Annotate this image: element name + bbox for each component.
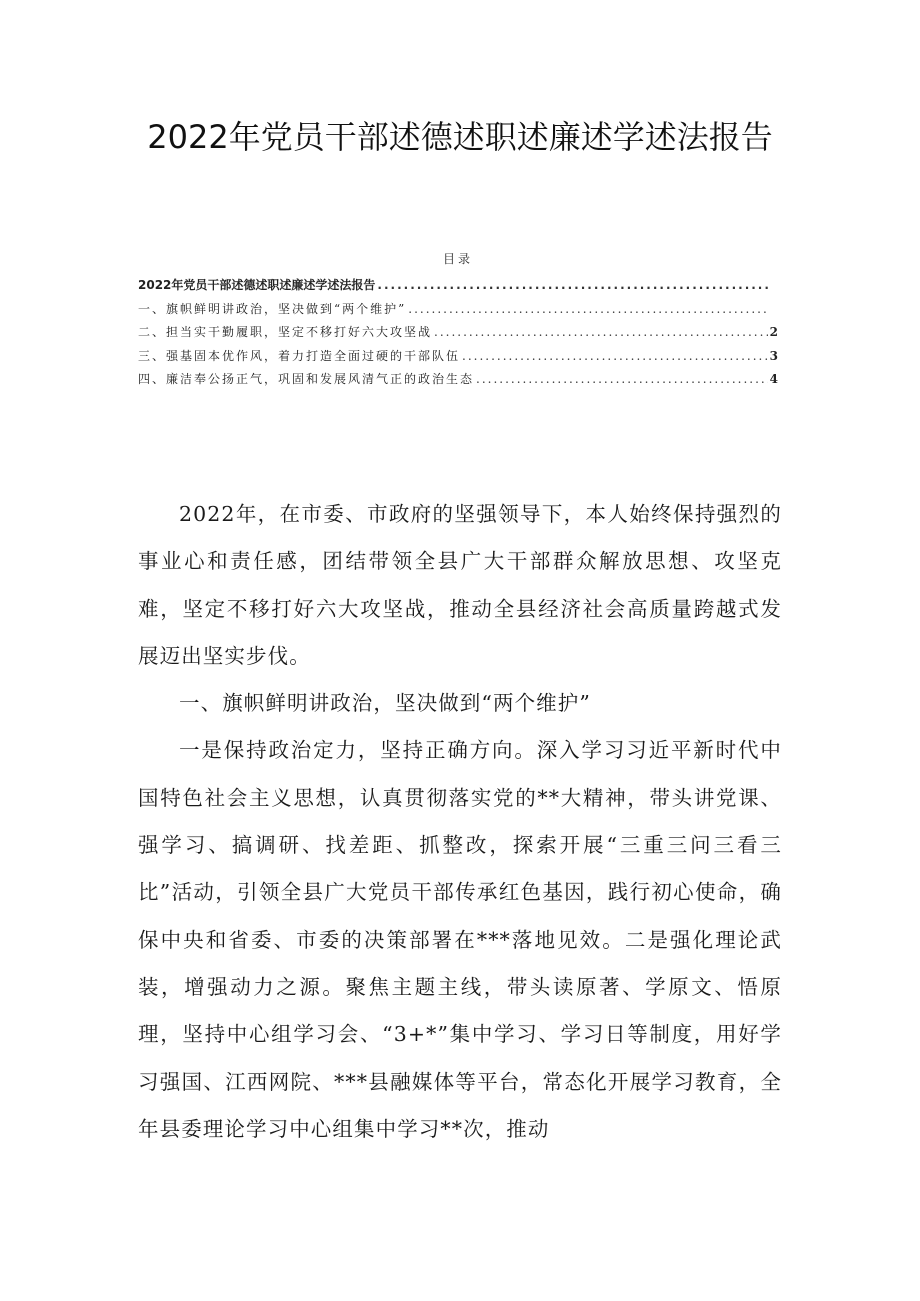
toc-entry[interactable] <box>138 298 778 322</box>
toc-entry-text: 2022年党员干部述德述职述廉述学述法报告 <box>138 278 376 292</box>
toc-entry-text: 二、担当实干勤履职，坚定不移打好六大攻坚战 <box>138 325 433 339</box>
toc-entry-text: 三、强基固本优作风，着力打造全面过硬的干部队伍 <box>138 348 461 363</box>
section-paragraph: 一是保持政治定力，坚持正确方向。深入学习习近平新时代中国特色社会主义思想，认真贯彻落实党的**大精神，带头讲党课、强学习、搞调研、找差距、抓整改，探索开展“三重三问三看三比”活动，引领全县广大党员干部传承红色基因，践行初心使命，确保中央和省委、市委的决策部署在***落地见效。二是强化理论武装，增强动力之源。聚焦主题主线，带头读原著、学原文、悟原理，坚持中心组学习会、“3+*”集中学习、学习日等制度，用好学习强国、江西网院、***县融媒体等平台，常态化开展学习教育，全年县委理论学习中心组集中学习**次，推动 <box>138 738 782 1141</box>
toc-leader-dots <box>462 345 768 369</box>
document-title: 2022年党员干部述德述职述廉述学述法报告 <box>147 118 773 156</box>
toc-leader-dots <box>408 298 768 322</box>
toc-entry[interactable] <box>138 321 778 345</box>
toc-heading: 目录 <box>442 252 473 266</box>
intro-paragraph: 2022年，在市委、市政府的坚强领导下，本人始终保持强烈的事业心和责任感，团结带领全县广大干部群众解放思想、攻坚克难，坚定不移打好六大攻坚战，推动全县经济社会高质量跨越式发展迈出坚实步伐。 <box>138 502 782 668</box>
toc-entry[interactable] <box>138 368 778 392</box>
document-body <box>138 491 782 1153</box>
toc-page-number: 4 <box>769 372 778 386</box>
toc-entry[interactable] <box>138 274 778 298</box>
toc-entry[interactable] <box>138 345 778 369</box>
toc-page-number: 3 <box>769 348 778 363</box>
table-of-contents <box>138 250 778 392</box>
toc-entry-text: 四、廉洁奉公扬正气，巩固和发展风清气正的政治生态 <box>138 372 475 386</box>
section-heading: 一、旗帜鲜明讲政治，坚决做到“两个维护” <box>179 691 591 716</box>
toc-page-number: 2 <box>769 325 778 339</box>
toc-entry-text: 一、旗帜鲜明讲政治，坚决做到“两个维护” <box>138 301 407 316</box>
toc-leader-dots <box>377 274 768 298</box>
toc-leader-dots <box>434 321 768 345</box>
toc-leader-dots <box>476 368 768 392</box>
